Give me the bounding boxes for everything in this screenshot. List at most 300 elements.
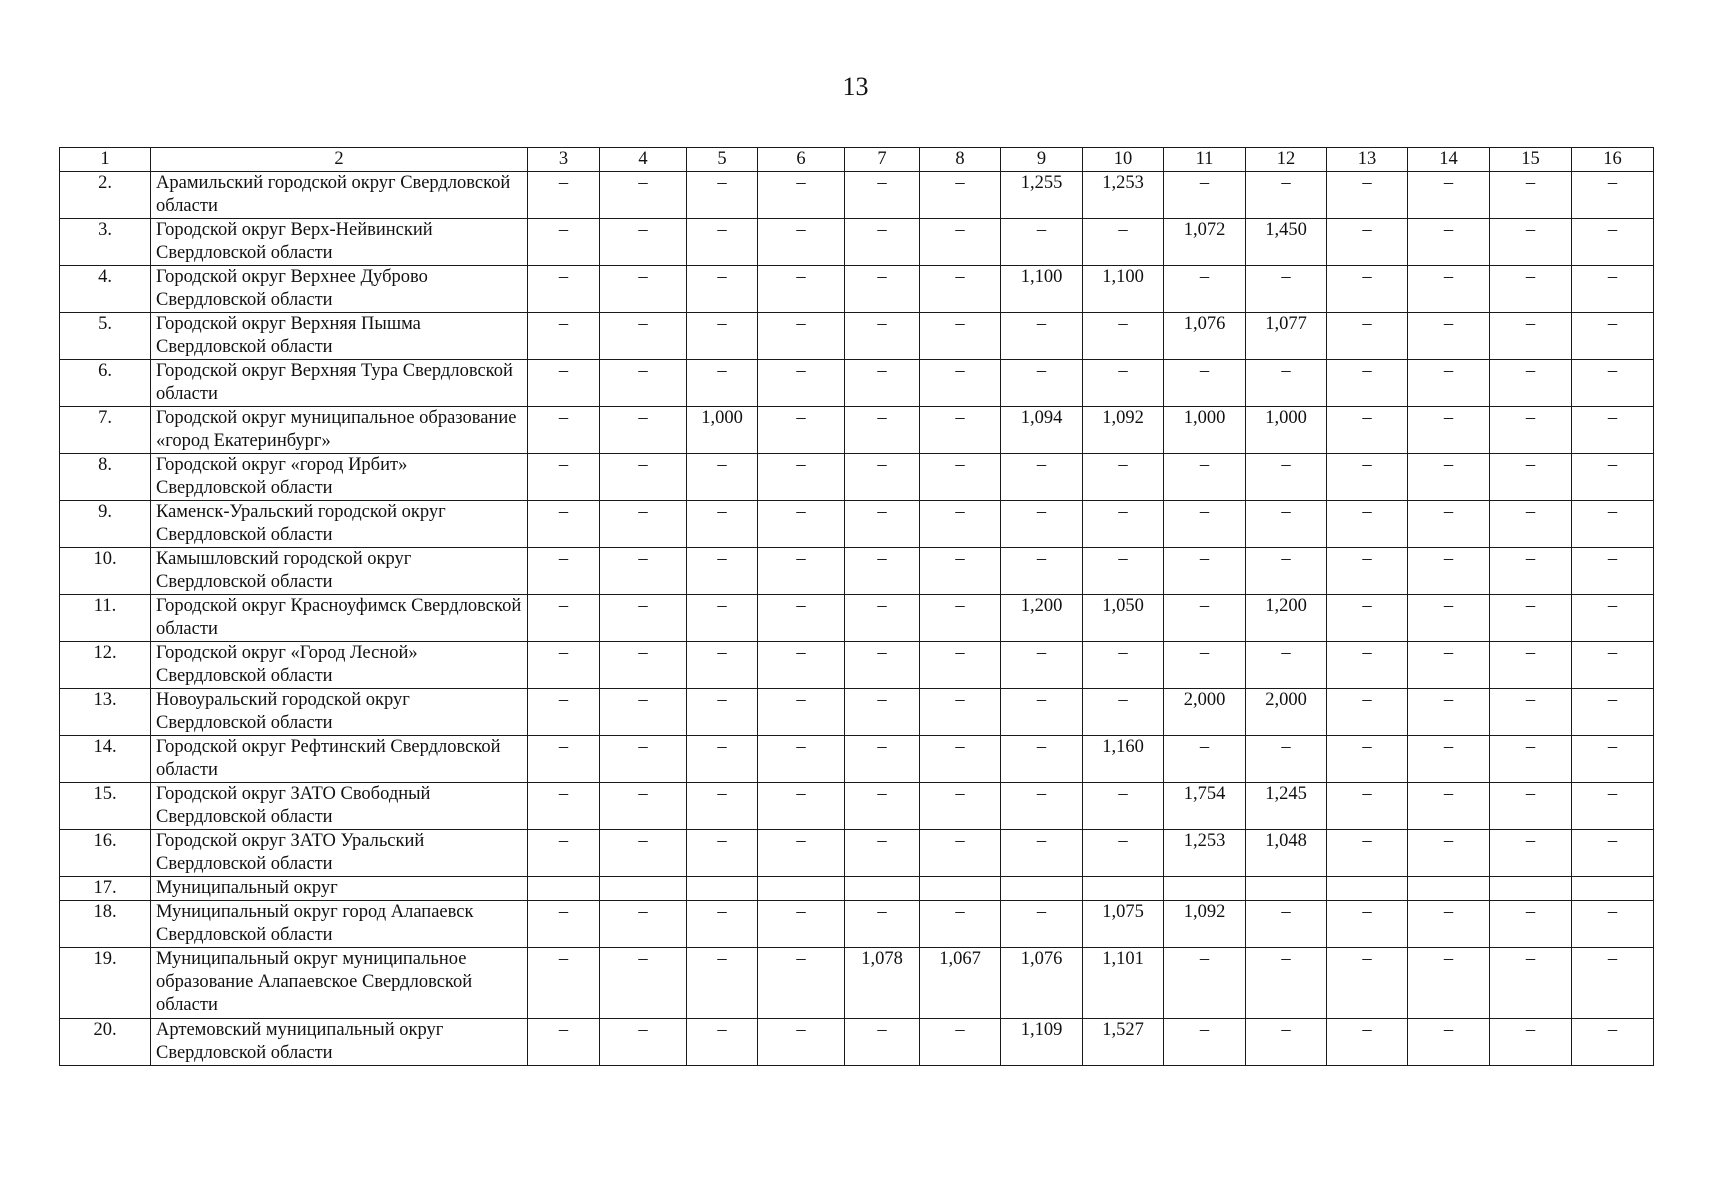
value-cell: – bbox=[1001, 548, 1083, 595]
municipality-name: Арамильский городской округ Свердловской области bbox=[151, 172, 528, 219]
value-cell: – bbox=[1164, 595, 1246, 642]
value-cell: – bbox=[1490, 783, 1572, 830]
value-cell: – bbox=[1408, 783, 1490, 830]
municipality-name: Городской округ «Город Лесной» Свердловской области bbox=[151, 642, 528, 689]
value-cell: – bbox=[528, 901, 600, 948]
value-cell: – bbox=[845, 454, 920, 501]
municipality-name: Городской округ муниципальное образование «город Екатеринбург» bbox=[151, 407, 528, 454]
column-header-3: 3 bbox=[528, 148, 600, 172]
value-cell: – bbox=[920, 830, 1001, 877]
value-cell: – bbox=[528, 1019, 600, 1066]
row-number: 19. bbox=[60, 948, 151, 1019]
value-cell: – bbox=[528, 360, 600, 407]
value-cell: – bbox=[1408, 454, 1490, 501]
value-cell bbox=[1572, 877, 1654, 901]
value-cell: – bbox=[1408, 501, 1490, 548]
value-cell: – bbox=[920, 219, 1001, 266]
value-cell: – bbox=[1164, 1019, 1246, 1066]
value-cell: – bbox=[1572, 736, 1654, 783]
value-cell: – bbox=[1490, 736, 1572, 783]
value-cell: – bbox=[1490, 642, 1572, 689]
value-cell: – bbox=[1572, 830, 1654, 877]
municipality-name: Городской округ Рефтинский Свердловской области bbox=[151, 736, 528, 783]
value-cell: – bbox=[758, 501, 845, 548]
column-header-13: 13 bbox=[1327, 148, 1408, 172]
value-cell: 1,160 bbox=[1083, 736, 1164, 783]
value-cell: – bbox=[687, 266, 758, 313]
value-cell: – bbox=[920, 360, 1001, 407]
column-header-8: 8 bbox=[920, 148, 1001, 172]
value-cell: – bbox=[1001, 454, 1083, 501]
value-cell: – bbox=[600, 501, 687, 548]
value-cell: – bbox=[1572, 1019, 1654, 1066]
value-cell: – bbox=[1164, 948, 1246, 1019]
value-cell: – bbox=[687, 948, 758, 1019]
value-cell: – bbox=[687, 830, 758, 877]
municipality-name: Муниципальный округ муниципальное образование Алапаевское Свердловской области bbox=[151, 948, 528, 1019]
value-cell: 1,000 bbox=[1164, 407, 1246, 454]
value-cell: – bbox=[1490, 172, 1572, 219]
value-cell: – bbox=[1408, 830, 1490, 877]
value-cell bbox=[1327, 877, 1408, 901]
value-cell: 2,000 bbox=[1164, 689, 1246, 736]
column-header-4: 4 bbox=[600, 148, 687, 172]
value-cell: – bbox=[1164, 360, 1246, 407]
municipality-name: Городской округ Верхняя Тура Свердловской области bbox=[151, 360, 528, 407]
value-cell: – bbox=[1408, 1019, 1490, 1066]
row-number: 3. bbox=[60, 219, 151, 266]
value-cell: – bbox=[1490, 313, 1572, 360]
value-cell bbox=[1408, 877, 1490, 901]
value-cell: 2,000 bbox=[1246, 689, 1327, 736]
value-cell: – bbox=[1083, 783, 1164, 830]
value-cell: – bbox=[1408, 548, 1490, 595]
municipality-name: Городской округ Верх-Нейвинский Свердловской области bbox=[151, 219, 528, 266]
value-cell: – bbox=[1246, 548, 1327, 595]
value-cell: – bbox=[1001, 501, 1083, 548]
value-cell: – bbox=[600, 736, 687, 783]
value-cell: 1,000 bbox=[687, 407, 758, 454]
value-cell: – bbox=[1490, 830, 1572, 877]
column-header-2: 2 bbox=[151, 148, 528, 172]
value-cell: – bbox=[1572, 548, 1654, 595]
page-number: 13 bbox=[842, 72, 869, 101]
value-cell: – bbox=[1490, 219, 1572, 266]
value-cell: – bbox=[1572, 948, 1654, 1019]
value-cell bbox=[758, 877, 845, 901]
value-cell: – bbox=[1490, 689, 1572, 736]
row-number: 20. bbox=[60, 1019, 151, 1066]
value-cell: – bbox=[1164, 736, 1246, 783]
value-cell: 1,253 bbox=[1083, 172, 1164, 219]
value-cell: – bbox=[528, 689, 600, 736]
value-cell: 1,092 bbox=[1164, 901, 1246, 948]
table-row bbox=[60, 501, 1654, 548]
table-row bbox=[60, 642, 1654, 689]
value-cell: – bbox=[1572, 172, 1654, 219]
value-cell: – bbox=[758, 595, 845, 642]
value-cell: – bbox=[1572, 595, 1654, 642]
value-cell: – bbox=[600, 830, 687, 877]
value-cell: – bbox=[1572, 783, 1654, 830]
value-cell: – bbox=[1327, 548, 1408, 595]
value-cell: – bbox=[845, 172, 920, 219]
value-cell: – bbox=[1327, 501, 1408, 548]
value-cell: 1,109 bbox=[1001, 1019, 1083, 1066]
table-row bbox=[60, 548, 1654, 595]
value-cell: 1,076 bbox=[1001, 948, 1083, 1019]
value-cell: 1,000 bbox=[1246, 407, 1327, 454]
value-cell: – bbox=[920, 266, 1001, 313]
value-cell: – bbox=[1408, 736, 1490, 783]
value-cell: – bbox=[920, 642, 1001, 689]
value-cell: – bbox=[758, 689, 845, 736]
value-cell: – bbox=[1001, 901, 1083, 948]
value-cell: 1,077 bbox=[1246, 313, 1327, 360]
value-cell: – bbox=[600, 266, 687, 313]
municipality-name: Городской округ Верхнее Дуброво Свердловской области bbox=[151, 266, 528, 313]
column-header-11: 11 bbox=[1164, 148, 1246, 172]
column-header-12: 12 bbox=[1246, 148, 1327, 172]
row-number: 16. bbox=[60, 830, 151, 877]
value-cell: – bbox=[845, 830, 920, 877]
value-cell: – bbox=[1490, 407, 1572, 454]
value-cell: – bbox=[1327, 830, 1408, 877]
value-cell: – bbox=[1572, 501, 1654, 548]
value-cell bbox=[528, 877, 600, 901]
value-cell: – bbox=[920, 736, 1001, 783]
row-number: 18. bbox=[60, 901, 151, 948]
row-number: 15. bbox=[60, 783, 151, 830]
value-cell bbox=[600, 877, 687, 901]
municipality-name: Артемовский муниципальный округ Свердловской области bbox=[151, 1019, 528, 1066]
value-cell: – bbox=[687, 360, 758, 407]
table-row bbox=[60, 219, 1654, 266]
value-cell bbox=[920, 877, 1001, 901]
value-cell: – bbox=[1408, 360, 1490, 407]
value-cell: – bbox=[1490, 360, 1572, 407]
value-cell: – bbox=[687, 548, 758, 595]
value-cell: 1,072 bbox=[1164, 219, 1246, 266]
value-cell: – bbox=[845, 642, 920, 689]
value-cell: – bbox=[920, 783, 1001, 830]
value-cell: – bbox=[1327, 266, 1408, 313]
value-cell: – bbox=[687, 901, 758, 948]
value-cell: – bbox=[758, 407, 845, 454]
value-cell: – bbox=[920, 501, 1001, 548]
value-cell: – bbox=[1408, 219, 1490, 266]
value-cell: 1,255 bbox=[1001, 172, 1083, 219]
value-cell: 1,094 bbox=[1001, 407, 1083, 454]
value-cell: – bbox=[528, 830, 600, 877]
value-cell: – bbox=[1490, 548, 1572, 595]
table-row bbox=[60, 689, 1654, 736]
value-cell: – bbox=[1408, 642, 1490, 689]
value-cell: – bbox=[1246, 948, 1327, 1019]
value-cell: – bbox=[600, 595, 687, 642]
value-cell: – bbox=[1572, 454, 1654, 501]
value-cell: – bbox=[1246, 901, 1327, 948]
value-cell: 1,048 bbox=[1246, 830, 1327, 877]
value-cell: – bbox=[1083, 219, 1164, 266]
value-cell: – bbox=[758, 548, 845, 595]
table-row bbox=[60, 736, 1654, 783]
municipality-name: Городской округ «город Ирбит» Свердловской области bbox=[151, 454, 528, 501]
value-cell: – bbox=[1164, 642, 1246, 689]
value-cell: 1,200 bbox=[1001, 595, 1083, 642]
value-cell: – bbox=[528, 642, 600, 689]
value-cell: – bbox=[1572, 407, 1654, 454]
value-cell: – bbox=[1408, 948, 1490, 1019]
value-cell: – bbox=[528, 266, 600, 313]
value-cell: – bbox=[758, 1019, 845, 1066]
value-cell: – bbox=[1327, 407, 1408, 454]
table-row bbox=[60, 454, 1654, 501]
municipality-name: Муниципальный округ bbox=[151, 877, 528, 901]
value-cell bbox=[1083, 877, 1164, 901]
value-cell: – bbox=[528, 172, 600, 219]
value-cell bbox=[1001, 877, 1083, 901]
value-cell bbox=[1490, 877, 1572, 901]
value-cell: – bbox=[920, 454, 1001, 501]
value-cell: – bbox=[528, 548, 600, 595]
row-number: 4. bbox=[60, 266, 151, 313]
value-cell: 1,092 bbox=[1083, 407, 1164, 454]
value-cell: – bbox=[758, 219, 845, 266]
value-cell: 1,075 bbox=[1083, 901, 1164, 948]
value-cell: – bbox=[1083, 454, 1164, 501]
value-cell: – bbox=[687, 595, 758, 642]
value-cell: – bbox=[845, 595, 920, 642]
value-cell: – bbox=[1490, 454, 1572, 501]
value-cell: – bbox=[687, 454, 758, 501]
value-cell: 1,253 bbox=[1164, 830, 1246, 877]
row-number: 8. bbox=[60, 454, 151, 501]
table-body bbox=[60, 172, 1654, 1066]
value-cell: – bbox=[1246, 642, 1327, 689]
value-cell: – bbox=[920, 172, 1001, 219]
value-cell: – bbox=[1572, 642, 1654, 689]
value-cell: – bbox=[758, 736, 845, 783]
value-cell: – bbox=[600, 172, 687, 219]
value-cell: – bbox=[920, 595, 1001, 642]
value-cell: – bbox=[1164, 548, 1246, 595]
value-cell: – bbox=[600, 642, 687, 689]
value-cell: – bbox=[845, 1019, 920, 1066]
value-cell: – bbox=[758, 948, 845, 1019]
value-cell: – bbox=[845, 501, 920, 548]
column-header-7: 7 bbox=[845, 148, 920, 172]
value-cell: – bbox=[528, 454, 600, 501]
column-header-6: 6 bbox=[758, 148, 845, 172]
value-cell: 1,050 bbox=[1083, 595, 1164, 642]
value-cell: – bbox=[845, 407, 920, 454]
value-cell: – bbox=[1327, 1019, 1408, 1066]
municipality-name: Городской округ Красноуфимск Свердловской области bbox=[151, 595, 528, 642]
value-cell: – bbox=[758, 360, 845, 407]
value-cell: – bbox=[845, 313, 920, 360]
row-number: 13. bbox=[60, 689, 151, 736]
value-cell: – bbox=[920, 548, 1001, 595]
value-cell: – bbox=[1001, 219, 1083, 266]
municipality-name: Городской округ ЗАТО Уральский Свердловской области bbox=[151, 830, 528, 877]
value-cell: – bbox=[1572, 901, 1654, 948]
value-cell: – bbox=[600, 1019, 687, 1066]
value-cell: – bbox=[1001, 783, 1083, 830]
value-cell: – bbox=[1490, 1019, 1572, 1066]
value-cell: – bbox=[1001, 360, 1083, 407]
value-cell: – bbox=[845, 689, 920, 736]
table-row bbox=[60, 360, 1654, 407]
value-cell: – bbox=[600, 360, 687, 407]
value-cell: – bbox=[1408, 313, 1490, 360]
row-number: 9. bbox=[60, 501, 151, 548]
value-cell: – bbox=[845, 266, 920, 313]
value-cell: 1,245 bbox=[1246, 783, 1327, 830]
municipality-name: Муниципальный округ город Алапаевск Свердловской области bbox=[151, 901, 528, 948]
value-cell: – bbox=[1408, 407, 1490, 454]
table-row bbox=[60, 313, 1654, 360]
table-row bbox=[60, 595, 1654, 642]
value-cell: – bbox=[687, 501, 758, 548]
value-cell: – bbox=[758, 313, 845, 360]
value-cell: – bbox=[1490, 948, 1572, 1019]
value-cell bbox=[845, 877, 920, 901]
table-row bbox=[60, 948, 1654, 1019]
value-cell: – bbox=[1327, 313, 1408, 360]
value-cell: – bbox=[758, 172, 845, 219]
table-row bbox=[60, 830, 1654, 877]
value-cell: 1,200 bbox=[1246, 595, 1327, 642]
value-cell: – bbox=[600, 313, 687, 360]
column-header-9: 9 bbox=[1001, 148, 1083, 172]
row-number: 2. bbox=[60, 172, 151, 219]
value-cell: – bbox=[758, 642, 845, 689]
value-cell: – bbox=[528, 736, 600, 783]
value-cell: – bbox=[1490, 901, 1572, 948]
value-cell: – bbox=[600, 548, 687, 595]
municipality-name: Новоуральский городской округ Свердловской области bbox=[151, 689, 528, 736]
value-cell: – bbox=[1327, 901, 1408, 948]
value-cell: – bbox=[1327, 948, 1408, 1019]
value-cell: – bbox=[528, 595, 600, 642]
value-cell: 1,527 bbox=[1083, 1019, 1164, 1066]
value-cell: – bbox=[1327, 219, 1408, 266]
value-cell: – bbox=[1246, 454, 1327, 501]
table-header bbox=[60, 148, 1654, 172]
value-cell: – bbox=[600, 901, 687, 948]
value-cell: – bbox=[1408, 901, 1490, 948]
value-cell: – bbox=[1327, 454, 1408, 501]
value-cell: – bbox=[1408, 266, 1490, 313]
value-cell: – bbox=[1572, 689, 1654, 736]
value-cell: – bbox=[845, 783, 920, 830]
value-cell: – bbox=[845, 548, 920, 595]
row-number: 14. bbox=[60, 736, 151, 783]
value-cell: – bbox=[600, 948, 687, 1019]
value-cell: – bbox=[1083, 313, 1164, 360]
value-cell: – bbox=[687, 1019, 758, 1066]
value-cell: – bbox=[1246, 172, 1327, 219]
value-cell: – bbox=[758, 454, 845, 501]
value-cell: – bbox=[845, 219, 920, 266]
value-cell: – bbox=[1083, 642, 1164, 689]
table-row bbox=[60, 1019, 1654, 1066]
value-cell: – bbox=[687, 736, 758, 783]
row-number: 10. bbox=[60, 548, 151, 595]
value-cell: – bbox=[1408, 172, 1490, 219]
value-cell: 1,100 bbox=[1083, 266, 1164, 313]
value-cell: – bbox=[1001, 689, 1083, 736]
value-cell: – bbox=[1572, 266, 1654, 313]
value-cell: – bbox=[920, 1019, 1001, 1066]
table-row bbox=[60, 877, 1654, 901]
value-cell: – bbox=[1164, 501, 1246, 548]
value-cell: – bbox=[1083, 689, 1164, 736]
table-row bbox=[60, 901, 1654, 948]
table-row bbox=[60, 407, 1654, 454]
value-cell: – bbox=[528, 313, 600, 360]
value-cell: – bbox=[600, 407, 687, 454]
value-cell: – bbox=[1246, 1019, 1327, 1066]
value-cell bbox=[1164, 877, 1246, 901]
value-cell: – bbox=[1327, 595, 1408, 642]
column-header-10: 10 bbox=[1083, 148, 1164, 172]
value-cell bbox=[687, 877, 758, 901]
value-cell: 1,078 bbox=[845, 948, 920, 1019]
value-cell: – bbox=[1327, 736, 1408, 783]
value-cell: – bbox=[687, 172, 758, 219]
value-cell: 1,101 bbox=[1083, 948, 1164, 1019]
value-cell: – bbox=[845, 736, 920, 783]
value-cell: – bbox=[528, 783, 600, 830]
value-cell: – bbox=[1164, 454, 1246, 501]
value-cell: – bbox=[845, 901, 920, 948]
value-cell: – bbox=[528, 501, 600, 548]
value-cell: – bbox=[1083, 830, 1164, 877]
column-header-16: 16 bbox=[1572, 148, 1654, 172]
value-cell: – bbox=[1001, 830, 1083, 877]
value-cell bbox=[1246, 877, 1327, 901]
value-cell: – bbox=[1327, 783, 1408, 830]
row-number: 7. bbox=[60, 407, 151, 454]
value-cell: 1,067 bbox=[920, 948, 1001, 1019]
value-cell: – bbox=[1001, 313, 1083, 360]
value-cell: – bbox=[1083, 548, 1164, 595]
value-cell: – bbox=[1327, 172, 1408, 219]
row-number: 5. bbox=[60, 313, 151, 360]
value-cell: – bbox=[920, 901, 1001, 948]
table-row bbox=[60, 266, 1654, 313]
value-cell: – bbox=[528, 948, 600, 1019]
value-cell: – bbox=[1001, 642, 1083, 689]
value-cell: – bbox=[1327, 360, 1408, 407]
municipality-name: Городской округ ЗАТО Свободный Свердловской области bbox=[151, 783, 528, 830]
value-cell: – bbox=[758, 266, 845, 313]
value-cell: – bbox=[1164, 266, 1246, 313]
value-cell: – bbox=[758, 783, 845, 830]
value-cell: – bbox=[920, 313, 1001, 360]
value-cell: – bbox=[920, 689, 1001, 736]
value-cell: – bbox=[1327, 642, 1408, 689]
value-cell: – bbox=[1246, 266, 1327, 313]
row-number: 17. bbox=[60, 877, 151, 901]
value-cell: 1,450 bbox=[1246, 219, 1327, 266]
value-cell: – bbox=[687, 642, 758, 689]
value-cell: 1,754 bbox=[1164, 783, 1246, 830]
value-cell: 1,076 bbox=[1164, 313, 1246, 360]
municipality-name: Городской округ Верхняя Пышма Свердловской области bbox=[151, 313, 528, 360]
